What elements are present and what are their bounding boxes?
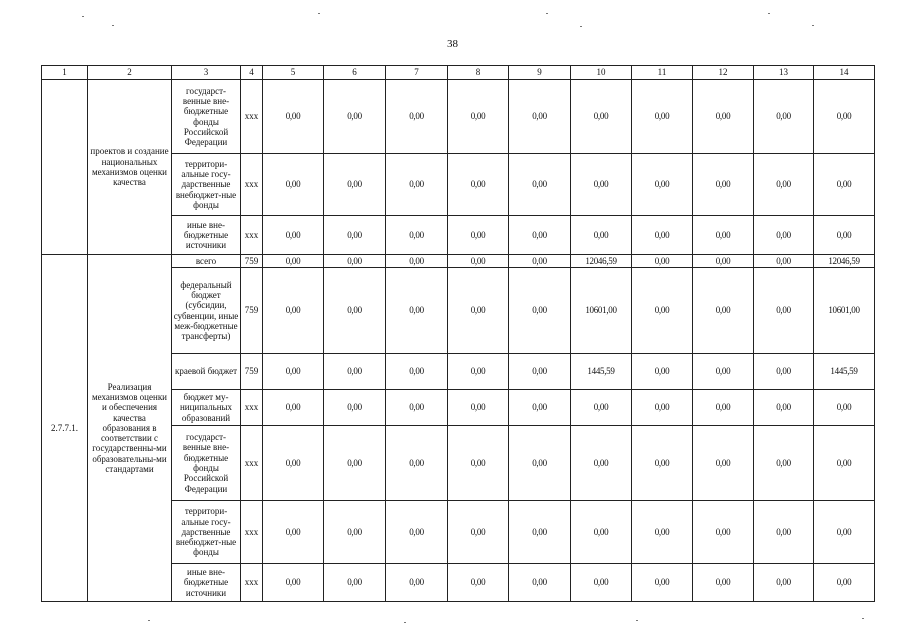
amount-cell: 0,00 bbox=[448, 354, 509, 390]
amount-cell: 0,00 bbox=[386, 268, 448, 354]
amount-cell: 0,00 bbox=[448, 501, 509, 564]
amount-cell: 0,00 bbox=[632, 564, 693, 602]
budget-code-cell: ххх bbox=[241, 564, 263, 602]
amount-cell: 0,00 bbox=[693, 216, 754, 255]
amount-cell: 0,00 bbox=[693, 268, 754, 354]
amount-cell: 0,00 bbox=[509, 426, 571, 501]
amount-cell: 0,00 bbox=[509, 80, 571, 154]
amount-cell: 0,00 bbox=[693, 255, 754, 268]
amount-cell: 0,00 bbox=[571, 426, 632, 501]
amount-cell: 0,00 bbox=[632, 426, 693, 501]
amount-cell: 0,00 bbox=[632, 80, 693, 154]
amount-cell: 12046,59 bbox=[571, 255, 632, 268]
amount-cell: 0,00 bbox=[571, 564, 632, 602]
amount-cell: 0,00 bbox=[693, 390, 754, 426]
amount-cell: 0,00 bbox=[754, 564, 814, 602]
amount-cell: 0,00 bbox=[509, 268, 571, 354]
header-cell: 5 bbox=[263, 66, 324, 80]
amount-cell: 0,00 bbox=[754, 354, 814, 390]
amount-cell: 0,00 bbox=[324, 80, 386, 154]
funding-source-cell: краевой бюджет bbox=[172, 354, 241, 390]
header-cell: 9 bbox=[509, 66, 571, 80]
table-row bbox=[42, 255, 875, 268]
amount-cell: 0,00 bbox=[571, 216, 632, 255]
amount-cell: 0,00 bbox=[448, 390, 509, 426]
amount-cell: 0,00 bbox=[509, 501, 571, 564]
amount-cell: 0,00 bbox=[814, 216, 875, 255]
amount-cell: 0,00 bbox=[263, 216, 324, 255]
amount-cell: 0,00 bbox=[448, 564, 509, 602]
amount-cell: 0,00 bbox=[263, 354, 324, 390]
scan-speck bbox=[812, 25, 814, 26]
amount-cell: 0,00 bbox=[754, 426, 814, 501]
scan-speck bbox=[636, 620, 638, 621]
amount-cell: 0,00 bbox=[386, 501, 448, 564]
amount-cell: 0,00 bbox=[509, 390, 571, 426]
amount-cell: 0,00 bbox=[324, 154, 386, 216]
funding-source-cell: иные вне-бюджетные источники bbox=[172, 564, 241, 602]
header-row bbox=[42, 66, 875, 80]
header-cell: 7 bbox=[386, 66, 448, 80]
measure-number-cell: 2.7.7.1. bbox=[42, 255, 88, 602]
funding-source-cell: территори-альные госу-дарственные внебюджет-ные фонды bbox=[172, 501, 241, 564]
amount-cell: 0,00 bbox=[386, 154, 448, 216]
amount-cell: 0,00 bbox=[814, 80, 875, 154]
header-cell: 3 bbox=[172, 66, 241, 80]
amount-cell: 0,00 bbox=[693, 564, 754, 602]
amount-cell: 0,00 bbox=[324, 255, 386, 268]
scan-speck bbox=[82, 16, 84, 17]
header-cell: 4 bbox=[241, 66, 263, 80]
amount-cell: 0,00 bbox=[324, 564, 386, 602]
budget-code-cell: ххх bbox=[241, 426, 263, 501]
budget-code-cell: ххх bbox=[241, 390, 263, 426]
amount-cell: 0,00 bbox=[324, 216, 386, 255]
amount-cell: 0,00 bbox=[448, 216, 509, 255]
amount-cell: 0,00 bbox=[632, 216, 693, 255]
amount-cell: 0,00 bbox=[754, 390, 814, 426]
amount-cell: 0,00 bbox=[814, 564, 875, 602]
budget-code-cell: ххх bbox=[241, 216, 263, 255]
amount-cell: 0,00 bbox=[263, 154, 324, 216]
amount-cell: 0,00 bbox=[386, 354, 448, 390]
amount-cell: 0,00 bbox=[448, 154, 509, 216]
header-cell: 2 bbox=[88, 66, 172, 80]
amount-cell: 0,00 bbox=[754, 216, 814, 255]
amount-cell: 0,00 bbox=[571, 154, 632, 216]
budget-code-cell: 759 bbox=[241, 268, 263, 354]
amount-cell: 0,00 bbox=[509, 255, 571, 268]
amount-cell: 0,00 bbox=[324, 426, 386, 501]
amount-cell: 0,00 bbox=[324, 268, 386, 354]
header-cell: 13 bbox=[754, 66, 814, 80]
amount-cell: 0,00 bbox=[693, 501, 754, 564]
amount-cell: 0,00 bbox=[814, 154, 875, 216]
amount-cell: 0,00 bbox=[693, 154, 754, 216]
amount-cell: 0,00 bbox=[448, 268, 509, 354]
measure-description-cell: Реализация механизмов оценки и обеспечения качества образования в соответствии с государственны-ми образовательны-ми стандартами bbox=[88, 255, 172, 602]
header-cell: 14 bbox=[814, 66, 875, 80]
amount-cell: 0,00 bbox=[263, 80, 324, 154]
amount-cell: 0,00 bbox=[263, 255, 324, 268]
amount-cell: 0,00 bbox=[386, 564, 448, 602]
funding-source-cell: государст-венные вне-бюджетные фонды Российской Федерации bbox=[172, 426, 241, 501]
amount-cell: 0,00 bbox=[632, 390, 693, 426]
amount-cell: 0,00 bbox=[386, 426, 448, 501]
amount-cell: 0,00 bbox=[386, 255, 448, 268]
amount-cell: 0,00 bbox=[448, 80, 509, 154]
scan-speck bbox=[112, 25, 114, 26]
amount-cell: 0,00 bbox=[448, 426, 509, 501]
funding-source-cell: бюджет му-ниципальных образований bbox=[172, 390, 241, 426]
amount-cell: 0,00 bbox=[324, 354, 386, 390]
budget-code-cell: 759 bbox=[241, 354, 263, 390]
scan-speck bbox=[318, 13, 320, 14]
amount-cell: 0,00 bbox=[632, 501, 693, 564]
amount-cell: 1445,59 bbox=[571, 354, 632, 390]
amount-cell: 0,00 bbox=[754, 255, 814, 268]
scan-speck bbox=[404, 622, 406, 623]
table-body bbox=[42, 80, 875, 602]
amount-cell: 1445,59 bbox=[814, 354, 875, 390]
amount-cell: 10601,00 bbox=[814, 268, 875, 354]
measure-number-cell bbox=[42, 80, 88, 255]
table-row bbox=[42, 80, 875, 154]
scan-speck bbox=[768, 13, 770, 14]
funding-source-cell: иные вне-бюджетные источники bbox=[172, 216, 241, 255]
amount-cell: 0,00 bbox=[632, 255, 693, 268]
amount-cell: 0,00 bbox=[693, 354, 754, 390]
amount-cell: 0,00 bbox=[263, 390, 324, 426]
measure-description-cell: проектов и создание национальных механизмов оценки качества bbox=[88, 80, 172, 255]
amount-cell: 0,00 bbox=[571, 501, 632, 564]
amount-cell: 0,00 bbox=[693, 426, 754, 501]
page-number: 38 bbox=[447, 38, 458, 50]
amount-cell: 0,00 bbox=[571, 390, 632, 426]
budget-code-cell: ххх bbox=[241, 80, 263, 154]
amount-cell: 0,00 bbox=[814, 426, 875, 501]
amount-cell: 0,00 bbox=[448, 255, 509, 268]
amount-cell: 0,00 bbox=[754, 154, 814, 216]
header-cell: 1 bbox=[42, 66, 88, 80]
amount-cell: 0,00 bbox=[754, 501, 814, 564]
amount-cell: 10601,00 bbox=[571, 268, 632, 354]
amount-cell: 0,00 bbox=[263, 268, 324, 354]
amount-cell: 0,00 bbox=[693, 80, 754, 154]
amount-cell: 0,00 bbox=[386, 216, 448, 255]
funding-source-cell: федеральный бюджет (субсидии, субвенции, иные меж-бюджетные трансферты) bbox=[172, 268, 241, 354]
amount-cell: 0,00 bbox=[386, 390, 448, 426]
budget-table bbox=[41, 65, 875, 602]
amount-cell: 0,00 bbox=[509, 354, 571, 390]
funding-source-cell: территори-альные госу-дарственные внебюджет-ные фонды bbox=[172, 154, 241, 216]
amount-cell: 0,00 bbox=[571, 80, 632, 154]
amount-cell: 0,00 bbox=[263, 564, 324, 602]
amount-cell: 0,00 bbox=[814, 501, 875, 564]
amount-cell: 0,00 bbox=[632, 354, 693, 390]
amount-cell: 0,00 bbox=[509, 564, 571, 602]
amount-cell: 0,00 bbox=[754, 268, 814, 354]
amount-cell: 0,00 bbox=[324, 390, 386, 426]
funding-source-cell: всего bbox=[172, 255, 241, 268]
scan-speck bbox=[862, 618, 864, 619]
amount-cell: 0,00 bbox=[263, 426, 324, 501]
amount-cell: 0,00 bbox=[509, 216, 571, 255]
amount-cell: 0,00 bbox=[632, 154, 693, 216]
amount-cell: 12046,59 bbox=[814, 255, 875, 268]
header-cell: 11 bbox=[632, 66, 693, 80]
funding-source-cell: государст-венные вне-бюджетные фонды Российской Федерации bbox=[172, 80, 241, 154]
amount-cell: 0,00 bbox=[632, 268, 693, 354]
header-cell: 12 bbox=[693, 66, 754, 80]
scan-speck bbox=[148, 620, 150, 621]
budget-code-cell: 759 bbox=[241, 255, 263, 268]
amount-cell: 0,00 bbox=[386, 80, 448, 154]
budget-code-cell: ххх bbox=[241, 154, 263, 216]
amount-cell: 0,00 bbox=[263, 501, 324, 564]
scan-speck bbox=[580, 26, 582, 27]
amount-cell: 0,00 bbox=[814, 390, 875, 426]
amount-cell: 0,00 bbox=[754, 80, 814, 154]
amount-cell: 0,00 bbox=[509, 154, 571, 216]
header-cell: 6 bbox=[324, 66, 386, 80]
amount-cell: 0,00 bbox=[324, 501, 386, 564]
header-cell: 8 bbox=[448, 66, 509, 80]
budget-code-cell: ххх bbox=[241, 501, 263, 564]
header-cell: 10 bbox=[571, 66, 632, 80]
scan-speck bbox=[546, 13, 548, 14]
